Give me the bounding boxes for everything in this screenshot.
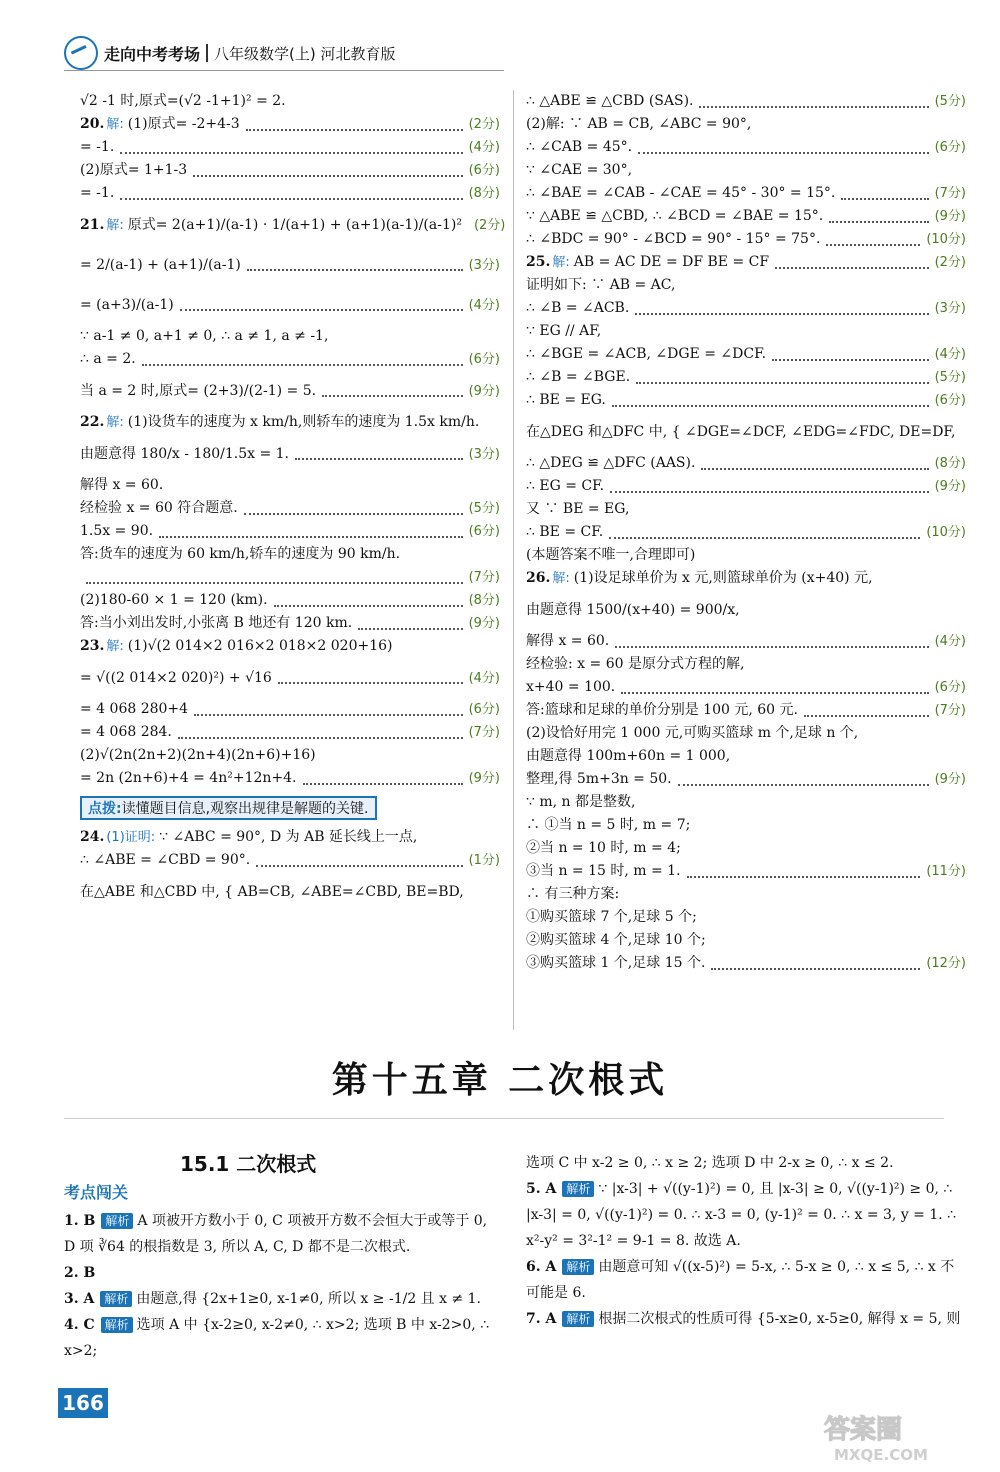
brand-logo-icon <box>64 36 98 70</box>
answer-line <box>526 366 966 389</box>
answer-text: 原式= 2(a+1)/(a-1) · 1/(a+1) + (a+1)(a-1)/(a-1)² <box>127 216 462 233</box>
answer-line <box>526 837 966 860</box>
leader-dots <box>244 503 463 515</box>
answer-line <box>80 849 500 872</box>
answer-line <box>80 113 500 136</box>
answer-line <box>80 635 500 658</box>
leader-dots <box>295 448 463 460</box>
answer-text: x+40 = 100. <box>526 679 616 695</box>
answer-text: (2)√(2n(2n+2)(2n+4)(2n+6)+16) <box>80 747 316 763</box>
leader-dots <box>178 727 463 739</box>
answer-line <box>80 826 500 849</box>
answer-line <box>526 768 966 791</box>
answer-text: ∵ a-1 ≠ 0, a+1 ≠ 0, ∴ a ≠ 1, a ≠ -1, <box>80 328 329 344</box>
exercise-explanation: ∵ |x-3| + √((y-1)²) = 0, 且 |x-3| ≥ 0, √((y-1)²) ≥ 0, ∴ |x-3| = 0, √((y-1)²) = 0. ∴ x-3 = 0, (y-1)² = 0. ∴ x = 3, y = 1. ∴ x²-y² = 3²-1² = 9-1 = 8. 故选 A. <box>526 1181 957 1249</box>
score-mark: (10分) <box>926 232 966 247</box>
answer-line <box>526 182 966 205</box>
analysis-badge: 解析 <box>562 1259 594 1275</box>
answer-text: = (a+3)/(a-1) <box>80 296 174 313</box>
solution-tag: 解: <box>106 217 124 233</box>
answer-text: ①购买篮球 7 个,足球 5 个; <box>526 909 697 925</box>
exercise-explanation: 由题意可知 √((x-5)²) = 5-x, ∴ 5-x ≥ 0, ∴ x ≤ 5, ∴ x 不可能是 6. <box>526 1259 955 1301</box>
answer-line <box>526 521 966 544</box>
exercise-number: 2. B <box>64 1265 96 1281</box>
answer-text: ∴ ∠B = ∠BGE. <box>526 369 631 385</box>
score-mark: (6分) <box>468 524 500 539</box>
score-mark: (5分) <box>934 370 966 385</box>
column-divider <box>513 90 514 1030</box>
leader-dots <box>247 259 463 271</box>
leader-dots <box>699 96 928 108</box>
answer-line <box>526 567 966 590</box>
answer-text: ③购买篮球 1 个,足球 15 个. <box>526 955 706 971</box>
answer-text: ∴ ∠CAB = 45°. <box>526 139 633 155</box>
answer-text: 答:当小刘出发时,小张离 B 地还有 120 km. <box>80 615 353 631</box>
answer-line <box>526 452 966 475</box>
answer-text: = 4 068 280+4 <box>80 701 189 717</box>
answer-line <box>526 498 966 521</box>
answer-line <box>80 520 500 543</box>
answer-text: 解得 x = 60. <box>526 633 610 649</box>
answer-line <box>526 906 966 929</box>
answer-text: ∴ a = 2. <box>80 351 136 367</box>
answer-line <box>526 228 966 251</box>
answer-line <box>80 205 506 245</box>
leader-dots <box>278 672 463 684</box>
answer-text: ②当 n = 10 时, m = 4; <box>526 840 681 856</box>
answer-text: (2)原式= 1+1-3 <box>80 162 188 178</box>
score-mark: (6分) <box>468 352 500 367</box>
solution-tag: 解: <box>106 415 124 430</box>
score-mark: (6分) <box>934 140 966 155</box>
answer-line <box>526 475 966 498</box>
answer-line <box>526 274 966 297</box>
svg-text:MXQE.COM: MXQE.COM <box>834 1446 928 1464</box>
answer-line <box>80 721 500 744</box>
answer-text: ∴ BE = CF. <box>526 524 604 540</box>
score-mark: (6分) <box>468 702 500 717</box>
score-mark: (2分) <box>468 117 500 132</box>
answer-text: (2)180-60 × 1 = 120 (km). <box>80 592 268 608</box>
question-number: 23. <box>80 638 105 654</box>
score-mark: (6分) <box>468 163 500 178</box>
running-header <box>64 36 396 70</box>
leader-dots <box>636 372 928 384</box>
score-mark: (2分) <box>934 255 966 270</box>
answer-line <box>80 474 500 497</box>
answer-line <box>80 744 500 767</box>
exercise-explanation: A 项被开方数小于 0, C 项被开方数不会恒大于或等于 0, D 项 ∛64 的根指数是 3, 所以 A, C, D 都不是二次根式. <box>64 1213 488 1255</box>
answer-text: ∴ △ABE ≌ △CBD (SAS). <box>526 93 694 109</box>
score-mark: (6分) <box>934 393 966 408</box>
answer-text: ∴ △DEG ≌ △DFC (AAS). <box>526 455 696 471</box>
question-number: 25. <box>526 254 551 270</box>
leader-dots <box>804 705 929 717</box>
question-number: 22. <box>80 414 105 430</box>
answer-text: ∵ △ABE ≌ △CBD, ∴ ∠BCD = ∠BAE = 15°. <box>526 208 824 224</box>
solution-tag: 解: <box>552 255 570 270</box>
leader-dots <box>303 773 463 785</box>
score-mark: (3分) <box>934 301 966 316</box>
answer-line <box>526 814 966 837</box>
leader-dots <box>772 349 929 361</box>
leader-dots <box>678 774 929 786</box>
answer-text: 1.5x = 90. <box>80 523 154 539</box>
answer-text: 解得 x = 60. <box>80 477 164 493</box>
answer-text: = 4 068 284. <box>80 724 172 740</box>
exercise-number: 3. A <box>64 1291 95 1307</box>
answer-text: (本题答案不唯一,合理即可) <box>526 547 696 563</box>
header-brand: 走向中考考场 <box>104 44 201 64</box>
page-number: 166 <box>58 1388 108 1418</box>
score-mark: (3分) <box>468 257 500 273</box>
solution-tag: 解: <box>106 117 124 132</box>
header-separator <box>206 44 208 62</box>
answer-line <box>526 251 966 274</box>
answer-line <box>526 860 966 883</box>
exercise-answer <box>526 1176 966 1254</box>
answer-line <box>526 343 966 366</box>
answer-line <box>80 543 500 566</box>
answer-text: AB = AC DE = DF BE = CF <box>573 254 770 270</box>
answer-text: 当 a = 2 时,原式= (2+3)/(2-1) = 5. <box>80 382 317 399</box>
answer-text: = 2n (2n+6)+4 = 4n²+12n+4. <box>80 770 297 786</box>
leader-dots <box>610 481 928 493</box>
question-number: 20. <box>80 116 105 132</box>
answer-line <box>526 544 966 567</box>
leader-dots <box>194 704 463 716</box>
answer-text: ∴ 有三种方案: <box>526 886 620 902</box>
score-mark: (7分) <box>934 186 966 201</box>
score-mark: (5分) <box>468 501 500 516</box>
question-number: 24. <box>80 829 105 845</box>
leader-dots <box>274 595 463 607</box>
analysis-badge: 解析 <box>100 1291 132 1307</box>
leader-dots <box>86 572 463 584</box>
answer-line <box>80 325 500 348</box>
leader-dots <box>711 958 920 970</box>
exercise-answer <box>64 1286 494 1312</box>
analysis-badge: 解析 <box>101 1317 133 1333</box>
leader-dots <box>826 234 920 246</box>
answer-text: = √((2 014×2 020)²) + √16 <box>80 669 272 686</box>
score-mark: (7分) <box>468 570 500 585</box>
answer-text: (1)设货车的速度为 x km/h,则轿车的速度为 1.5x km/h. <box>127 414 480 430</box>
answer-line <box>526 745 966 768</box>
answer-text: ∴ ∠ABE = ∠CBD = 90°. <box>80 852 251 868</box>
score-mark: (9分) <box>934 772 966 787</box>
leader-dots <box>322 385 463 397</box>
score-mark: (7分) <box>468 725 500 740</box>
answer-text: 证明如下: ∵ AB = AC, <box>526 277 676 293</box>
answer-line <box>526 389 966 412</box>
score-mark: (9分) <box>468 616 500 631</box>
leader-dots <box>829 211 928 223</box>
score-mark: (4分) <box>934 347 966 362</box>
answer-line <box>80 245 500 285</box>
leader-dots <box>142 354 463 366</box>
answer-text: 答:篮球和足球的单价分别是 100 元, 60 元. <box>526 702 798 718</box>
answer-line <box>526 205 966 228</box>
left-answer-column <box>80 90 506 912</box>
exercise-number: 6. A <box>526 1259 557 1275</box>
answer-text: = -1. <box>80 139 115 155</box>
exercise-answer <box>64 1312 494 1364</box>
answer-line <box>526 791 966 814</box>
answer-line <box>526 90 966 113</box>
score-mark: (4分) <box>934 634 966 649</box>
answer-text: = -1. <box>80 185 115 201</box>
answer-text: (1)√(2 014×2 016×2 018×2 020+16) <box>127 638 393 654</box>
answer-line <box>80 136 500 159</box>
answer-text: = 2/(a-1) + (a+1)/(a-1) <box>80 256 241 273</box>
answer-text: ∴ ∠BDC = 90° - ∠BCD = 90° - 15° = 75°. <box>526 231 821 247</box>
leader-dots <box>120 188 462 200</box>
answer-text: ∴ EG = CF. <box>526 478 605 494</box>
exercise-number: 7. A <box>526 1311 557 1327</box>
solution-tag: 解: <box>552 571 570 586</box>
answer-line <box>526 883 966 906</box>
answer-line <box>526 929 966 952</box>
answer-text: ∵ ∠CAE = 30°, <box>526 162 633 178</box>
answer-text: (2)解: ∵ AB = CB, ∠ABC = 90°, <box>526 116 752 132</box>
answer-line <box>80 698 500 721</box>
chapter-rule <box>64 1118 944 1119</box>
tip-label: 点拨: <box>88 801 122 817</box>
leader-dots <box>621 682 928 694</box>
answer-line <box>80 566 500 589</box>
answer-line <box>526 113 966 136</box>
exercise-explanation: 由题意,得 {2x+1≥0, x-1≠0, 所以 x ≥ -1/2 且 x ≠ 1. <box>136 1291 482 1307</box>
answer-line <box>80 612 500 635</box>
answer-line <box>526 699 966 722</box>
svg-text:答案圈: 答案圈 <box>824 1415 903 1445</box>
score-mark: (1分) <box>468 853 500 868</box>
score-mark: (9分) <box>934 479 966 494</box>
leader-dots <box>612 395 929 407</box>
exercise-answer <box>526 1306 966 1332</box>
answer-text: 又 ∵ BE = EG, <box>526 501 630 517</box>
answer-line <box>80 872 500 912</box>
score-mark: (10分) <box>926 525 966 540</box>
question-number: 21. <box>80 216 105 233</box>
answer-line <box>526 676 966 699</box>
exercise-answer <box>526 1150 966 1176</box>
right-answer-column <box>526 90 966 975</box>
answer-line <box>526 590 966 630</box>
leader-dots <box>120 142 462 154</box>
leader-dots <box>256 855 462 867</box>
answer-text: ∴ ①当 n = 5 时, m = 7; <box>526 817 691 833</box>
leader-dots <box>615 636 928 648</box>
answer-line <box>80 497 500 520</box>
exercise-answer <box>64 1260 494 1286</box>
answer-text: 整理,得 5m+3n = 50. <box>526 771 672 787</box>
answer-text: ∴ ∠BAE = ∠CAB - ∠CAE = 45° - 30° = 15°. <box>526 185 836 201</box>
answer-line <box>80 90 500 113</box>
answer-line <box>526 630 966 653</box>
score-mark: (9分) <box>934 209 966 224</box>
answer-line <box>80 411 500 434</box>
chapter-title: 第十五章 二次根式 <box>331 1060 669 1101</box>
answer-text: 由题意得 100m+60n = 1 000, <box>526 748 731 764</box>
analysis-badge: 解析 <box>562 1311 594 1327</box>
solution-tag: 解: <box>106 639 124 654</box>
score-mark: (9分) <box>468 771 500 786</box>
answer-line <box>526 320 966 343</box>
answer-line <box>526 722 966 745</box>
answer-line <box>80 371 500 411</box>
exercise-number: 5. A <box>526 1181 557 1197</box>
exercise-explanation: 选项 C 中 x-2 ≥ 0, ∴ x ≥ 2; 选项 D 中 2-x ≥ 0, ∴ x ≤ 2. <box>526 1155 894 1171</box>
solution-tag: (1)证明: <box>106 830 156 845</box>
answer-line <box>526 412 966 452</box>
leader-dots <box>246 119 463 131</box>
answer-line <box>526 136 966 159</box>
exercise-explanation: 根据二次根式的性质可得 {5-x≥0, x-5≥0, 解得 x = 5, 则 <box>598 1311 961 1327</box>
answer-text: √2 -1 时,原式=(√2 -1+1)² = 2. <box>80 93 286 109</box>
exercise-explanation: 选项 A 中 {x-2≥0, x-2≠0, ∴ x>2; 选项 B 中 x-2>0, ∴ x>2; <box>64 1317 490 1359</box>
answer-text: 由题意得 1500/(x+40) = 900/x, <box>526 601 740 618</box>
tip-text: 读懂题目信息,观察出规律是解题的关键. <box>121 801 369 817</box>
header-rule <box>64 70 504 71</box>
answer-text: 经检验: x = 60 是原分式方程的解, <box>526 656 745 672</box>
tip-box <box>80 796 377 820</box>
answer-text: ∵ m, n 都是整数, <box>526 794 636 810</box>
exercise-number: 1. B <box>64 1213 96 1229</box>
score-mark: (3分) <box>468 446 500 462</box>
answer-text: ②购买篮球 4 个,足球 10 个; <box>526 932 706 948</box>
exercise-answer <box>64 1208 494 1260</box>
score-mark: (4分) <box>468 297 500 313</box>
score-mark: (9分) <box>468 383 500 399</box>
answer-line <box>80 434 500 474</box>
answer-line <box>80 285 500 325</box>
watermark-logo <box>820 1408 970 1464</box>
answer-text: ③当 n = 15 时, m = 1. <box>526 863 681 879</box>
score-mark: (2分) <box>473 217 506 233</box>
leader-dots <box>635 303 928 315</box>
leader-dots <box>180 299 463 311</box>
leader-dots <box>687 866 921 878</box>
answer-line <box>526 653 966 676</box>
answer-text: (2)设恰好用完 1 000 元,可购买篮球 m 个,足球 n 个, <box>526 725 859 741</box>
score-mark: (8分) <box>468 593 500 608</box>
score-mark: (5分) <box>934 94 966 109</box>
leader-dots <box>638 142 928 154</box>
answer-text: ∵ ∠ABC = 90°, D 为 AB 延长线上一点, <box>159 829 418 845</box>
leader-dots <box>701 458 928 470</box>
answer-line <box>80 348 500 371</box>
analysis-badge: 解析 <box>101 1213 133 1229</box>
leader-dots <box>193 165 462 177</box>
analysis-badge: 解析 <box>562 1181 594 1197</box>
answer-text: 经检验 x = 60 符合题意. <box>80 500 238 516</box>
leader-dots <box>358 618 462 630</box>
answer-text: 答:货车的速度为 60 km/h,轿车的速度为 90 km/h. <box>80 546 401 562</box>
answer-line <box>80 159 500 182</box>
answer-line <box>80 658 500 698</box>
score-mark: (12分) <box>926 956 966 971</box>
section-subheading: 考点闯关 <box>64 1183 129 1202</box>
answer-text: (1)原式= -2+4-3 <box>127 116 240 132</box>
answer-line <box>80 589 500 612</box>
score-mark: (6分) <box>934 680 966 695</box>
answer-text: 由题意得 180/x - 180/1.5x = 1. <box>80 445 290 462</box>
score-mark: (8分) <box>934 456 966 471</box>
bottom-left-column <box>64 1208 494 1364</box>
answer-line <box>526 297 966 320</box>
score-mark: (4分) <box>468 140 500 155</box>
leader-dots <box>609 527 920 539</box>
answer-text: 在△ABE 和△CBD 中, { AB=CB, ∠ABE=∠CBD, BE=BD, <box>80 883 464 900</box>
question-number: 26. <box>526 570 551 586</box>
answer-text: ∴ ∠B = ∠ACB. <box>526 300 630 316</box>
answer-text: ∴ BE = EG. <box>526 392 606 408</box>
leader-dots <box>159 526 463 538</box>
score-mark: (4分) <box>468 670 500 686</box>
answer-line <box>526 159 966 182</box>
exercise-number: 4. C <box>64 1317 95 1333</box>
answer-text: (1)设足球单价为 x 元,则篮球单价为 (x+40) 元, <box>573 570 873 586</box>
section-title: 15.1 二次根式 <box>180 1152 317 1176</box>
score-mark: (7分) <box>934 703 966 718</box>
answer-text: ∴ ∠BGE = ∠ACB, ∠DGE = ∠DCF. <box>526 346 767 362</box>
score-mark: (11分) <box>926 864 966 879</box>
leader-dots <box>775 257 928 269</box>
header-subtitle: 八年级数学(上) 河北教育版 <box>214 44 396 63</box>
score-mark: (8分) <box>468 186 500 201</box>
leader-dots <box>841 188 928 200</box>
answer-text: 在△DEG 和△DFC 中, { ∠DGE=∠DCF, ∠EDG=∠FDC, DE=DF, <box>526 423 956 440</box>
exercise-answer <box>526 1254 966 1306</box>
answer-text: ∵ EG // AF, <box>526 323 602 339</box>
answer-line <box>80 767 500 790</box>
answer-line <box>526 952 966 975</box>
bottom-right-column <box>526 1150 966 1332</box>
answer-line <box>80 182 500 205</box>
